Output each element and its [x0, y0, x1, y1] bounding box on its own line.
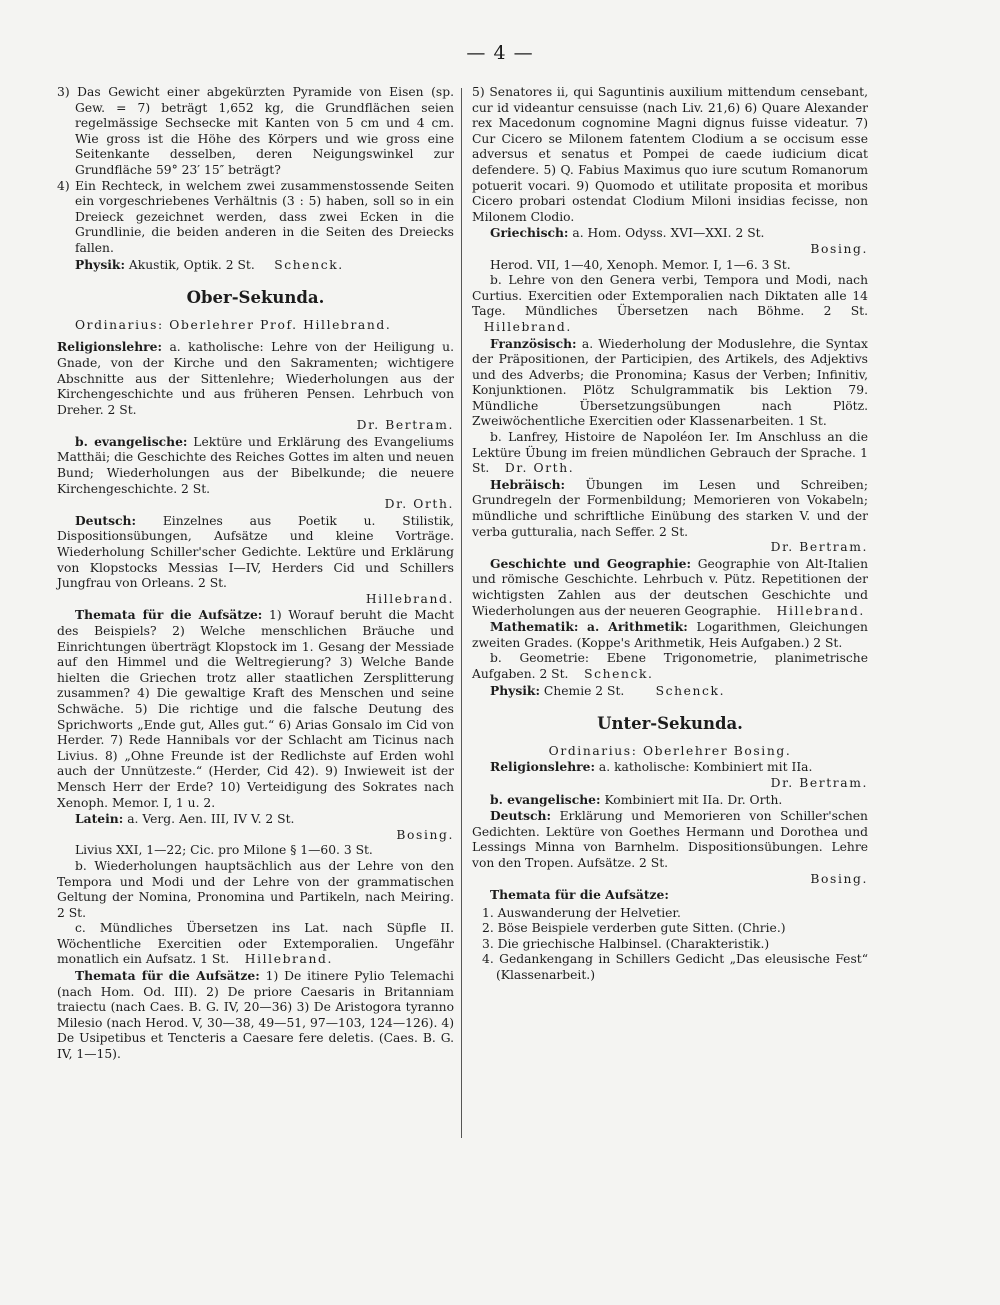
deutsch-label-right: Deutsch:	[490, 808, 551, 824]
physik-text-right: Chemie 2 St.	[543, 683, 625, 698]
latein-c-teacher: Hillebrand.	[244, 952, 333, 967]
griechisch-a-text: a. Hom. Odyss. XVI—XXI. 2 St.	[572, 226, 765, 241]
themata-entry-right	[472, 887, 868, 904]
religion-b-label-right: b. evangelische:	[490, 791, 601, 807]
latein-a-teacher: Bosing.	[396, 827, 454, 842]
religion-a-teacher-right: Dr. Bertram.	[770, 775, 868, 790]
mathematik-teacher: Schenck.	[584, 666, 654, 681]
franzoesisch-b-text: b. Lanfrey, Histoire de Napoléon Ier. Im Anschluss an die Lektüre Übung im freien mündlichen Gebrauch der Sprache. 1 St.	[472, 430, 868, 476]
religion-b-text: Lektüre und Erklärung des Evangeliums Matthäi; die Geschichte des Reiches Gottes im alten und neuen Bund; Wiederholungen aus der Bibelkunde; die neuere Kirchengeschichte. 2 St.	[57, 434, 454, 496]
latein-livius: Livius XXI, 1—22; Cic. pro Milone § 1—60. 3 St.	[75, 843, 373, 858]
page-number: — 4 —	[466, 42, 534, 64]
right-column	[472, 85, 868, 984]
franzoesisch-a-entry	[472, 336, 868, 431]
physik-teacher-right: Schenck.	[655, 683, 726, 698]
griechisch-label: Griechisch:	[490, 225, 569, 241]
list-item: 1. Auswanderung der Helvetier.	[482, 905, 681, 920]
religion-b-label: b. evangelische:	[75, 433, 188, 449]
deutsch-text-right: Erklärung und Memorieren von Schiller'schen Gedichten. Lektüre von Goethes Hermann und Dorothea und Lessings Minna von Barnhelm. Dispositionsübungen. Lehre von den Tropen. Aufsätze. 2 St.	[472, 809, 868, 870]
mathematik-b-text: b. Geometrie: Ebene Trigonometrie, planimetrische Aufgaben. 2 St.	[472, 651, 868, 681]
themata-latein-label: Themata für die Aufsätze:	[75, 968, 260, 984]
deutsch-teacher: Hillebrand.	[365, 591, 454, 606]
ordinarius-obersekunda: Ordinarius: Oberlehrer Prof. Hillebrand.	[75, 317, 392, 332]
griechisch-a-teacher: Bosing.	[810, 241, 868, 256]
mathematik-a-text: Logarithmen, Gleichungen zweiten Grades. (Koppe's Arithmetik, Heis Aufgaben.) 2 St.	[472, 620, 868, 650]
physik-label: Physik:	[75, 256, 125, 272]
section-title-obersekunda: Ober-Sekunda.	[186, 288, 325, 308]
geschichte-entry	[472, 556, 868, 619]
math-problem-3: 3) Das Gewicht einer abgekürzten Pyramide von Eisen (sp. Gew. = 7) beträgt 1,652 kg, die Grundflächen seien regelmässige Sechsecke mit Kanten von 5 cm und 4 cm. Wie gross ist die Höhe des Körpers und wie gross eine Seitenkante desselben, deren Neigungswinkel zur Grundfläche 59° 23′ 15″ beträgt?	[57, 85, 454, 177]
franzoesisch-label: Französisch:	[490, 335, 577, 351]
geschichte-text: Geographie von Alt-Italien und römische Geschichte. Lehrbuch v. Pütz. Repetitionen der wichtigsten Zahlen aus der deutschen Geschichte und Wiederholungen aus der neueren Geographie.	[472, 556, 868, 618]
hebraeisch-label: Hebräisch:	[490, 476, 566, 492]
physik-entry	[57, 257, 454, 274]
mathematik-b-entry	[472, 651, 868, 682]
themata-list	[472, 906, 868, 984]
themata-label-right: Themata für die Aufsätze:	[490, 887, 669, 903]
left-column	[57, 85, 454, 1063]
griechisch-b-text: b. Lehre von den Genera verbi, Tempora und Modi, nach Curtius. Exercitien oder Extemporalien nach Diktaten alle 14 Tage. Mündliches Übersetzen nach Böhme. 2 St.	[472, 273, 868, 319]
physik-label-right: Physik:	[490, 682, 540, 698]
physik-entry-right	[472, 683, 868, 700]
themata-label: Themata für die Aufsätze:	[75, 607, 263, 623]
religion-b-text-right: Kombiniert mit IIa. Dr. Orth.	[604, 792, 783, 807]
griechisch-a-entry	[472, 225, 868, 242]
hebraeisch-entry	[472, 477, 868, 540]
physik-teacher: Schenck.	[274, 257, 344, 272]
deutsch-label: Deutsch:	[75, 512, 136, 528]
geschichte-label: Geschichte und Geographie:	[490, 555, 691, 571]
griechisch-herod: Herod. VII, 1—40, Xenoph. Memor. I, 1—6. 3 St.	[490, 257, 791, 272]
religion-label: Religionslehre:	[57, 339, 162, 355]
latein-a-text: a. Verg. Aen. III, IV V. 2 St.	[127, 812, 295, 827]
religion-a-text-right: a. katholische: Kombiniert mit IIa.	[598, 760, 813, 775]
deutsch-entry	[57, 513, 454, 592]
list-item: 2. Böse Beispiele verderben gute Sitten. (Chrie.)	[482, 921, 786, 936]
latein-themata-continued: 5) Senatores ii, qui Saguntinis auxilium mittendum censebant, cur id videantur censuisse (nach Liv. 21,6) 6) Quare Alexander rex Macedonum cognomine Magni dignus fuisse videatur. 7) Cur Cicero se Milonem fatentem Clodium a se occisum esse adversus et senatus et Pompei de caede iudicium dicat defendere. 5) Q. Fabius Maximus quo iure scutum Romanorum potuerit vocari. 9) Quomodo et utilitate proposita et moribus Cicero probari ostendat Clodium Miloni insidias fecisse, non Milonem Clodio.	[472, 85, 868, 224]
math-problem-4: 4) Ein Rechteck, in welchem zwei zusammenstossende Seiten ein vorgeschriebenes Verhältnis (3 : 5) haben, soll so in ein Dreieck gezeichnet werden, dass zwei Ecken in die Grundlinie, die beiden anderen in die Seiten des Dreiecks fallen.	[57, 178, 454, 255]
religion-b-entry-right	[472, 792, 868, 809]
themata-latein-text: 1) De itinere Pylio Telemachi (nach Hom. Od. III). 2) De priore Caesaris in Britanniam traiectu (nach Caes. B. G. IV, 20—36) 3) De Aristogora tyranno Milesio (nach Herod. V, 30—38, 49—51, 97—103, 124—126). 4) De Usipetibus et Tencteris a Caesare fere deletis. (Caes. B. G. IV, 1—15).	[57, 969, 454, 1062]
religion-a-entry	[57, 339, 454, 418]
hebraeisch-teacher: Dr. Bertram.	[770, 540, 868, 555]
religion-b-teacher: Dr. Orth.	[384, 497, 454, 512]
franzoesisch-teacher: Dr. Orth.	[504, 461, 575, 476]
physik-text: Akustik, Optik. 2 St.	[128, 257, 255, 272]
deutsch-teacher-right: Bosing.	[810, 871, 868, 886]
column-divider	[461, 88, 462, 1138]
latein-a-entry	[57, 811, 454, 828]
religion-a-teacher: Dr. Bertram.	[356, 418, 454, 433]
mathematik-label: Mathematik:	[490, 619, 579, 635]
deutsch-text: Einzelnes aus Poetik u. Stilistik, Dispositionsübungen, Aufsätze und kleine Vorträge. Wiederholung Schiller'scher Gedichte. Lektüre und Erklärung von Klopstocks Messias I—IV, Herders Cid und Schillers Jungfrau von Orleans. 2 St.	[57, 513, 454, 591]
religion-label-right: Religionslehre:	[490, 759, 595, 775]
geschichte-teacher: Hillebrand.	[776, 603, 865, 618]
list-item: 3. Die griechische Halbinsel. (Charakteristik.)	[482, 936, 770, 951]
hebraeisch-text: Übungen im Lesen und Schreiben; Grundregeln der Formenbildung; Memorieren von Vokabeln; mündliche und schriftliche Einübung des starken V. und der verba gutturalia, nach Seffer. 2 St.	[472, 477, 868, 539]
list-item: 4. Gedankengang in Schillers Gedicht „Das eleusische Fest“ (Klassenarbeit.)	[482, 952, 868, 983]
religion-b-entry	[57, 434, 454, 497]
themata-latein-entry	[57, 968, 454, 1063]
ordinarius-untersekunda: Ordinarius: Oberlehrer Bosing.	[548, 743, 792, 758]
latein-c-text: c. Mündliches Übersetzen ins Lat. nach Süpfle II. Wöchentliche Exercitien oder Extemporalien. Ungefähr monatlich ein Aufsatz. 1 St.	[57, 921, 454, 967]
religion-a-text: a. katholische: Lehre von der Heiligung u. Gnade, von der Kirche und den Sakramenten; wichtigere Abschnitte aus der Sittenlehre; Wiederholungen aus der Kirchengeschichte und aus früheren Pensen. Lehrbuch von Dreher. 2 St.	[57, 340, 454, 417]
franzoesisch-b-entry	[472, 430, 868, 477]
latein-c-entry	[57, 921, 454, 968]
religion-a-entry-right	[472, 759, 868, 776]
griechisch-b-entry	[472, 273, 868, 335]
deutsch-entry-right	[472, 808, 868, 871]
section-title-untersekunda: Unter-Sekunda.	[597, 714, 743, 734]
latein-b: b. Wiederholungen hauptsächlich aus der Lehre von den Tempora und Modi und der Lehre von der grammatischen Geltung der Nomina, Pronomina und Partikeln, nach Meiring. 2 St.	[57, 858, 454, 920]
franzoesisch-a-text: a. Wiederholung der Moduslehre, die Syntax der Präpositionen, der Participien, des Artikels, des Adjektivs und des Adverbs; die Pronomina; Kasus der Verben; Infinitiv, Konjunktionen. Plötz Schulgrammatik bis Lektion 79. Mündliche Übersetzungsübungen nach Plötz. Zweiwöchentliche Exercitien oder Klassenarbeiten. 1 St.	[472, 336, 868, 429]
griechisch-b-teacher: Hillebrand.	[483, 319, 572, 334]
mathematik-a-entry	[472, 619, 868, 651]
latein-label: Latein:	[75, 811, 124, 827]
themata-entry	[57, 607, 454, 811]
arithmetik-label: a. Arithmetik:	[587, 619, 688, 635]
themata-text: 1) Worauf beruht die Macht des Beispiels? 2) Welche menschlichen Bräuche und Einrichtungen überträgt Klopstock im 1. Gesang der Messiade auf den Himmel und die Weltregierung? 3) Welche Bande hielten die Griechen trotz aller staatlichen Zersplitterung zusammen? 4) Die gewaltige Kraft des Menschen und seine Schwäche. 5) Die richtige und die falsche Deutung des Sprichworts „Ende gut, Alles gut.“ 6) Arias Gonsalo im Cid von Herder. 7) Rede Hannibals vor der Schlacht am Ticinus nach Livius. 8) „Ohne Freunde ist der Redlichste auf Erden wohl auch der Unnützeste.“ (Herder, Cid 42). 9) Inwieweit ist der Mensch Herr der Erde? 10) Verteidigung des Sokrates nach Xenoph. Memor. I, 1 u. 2.	[57, 608, 454, 810]
